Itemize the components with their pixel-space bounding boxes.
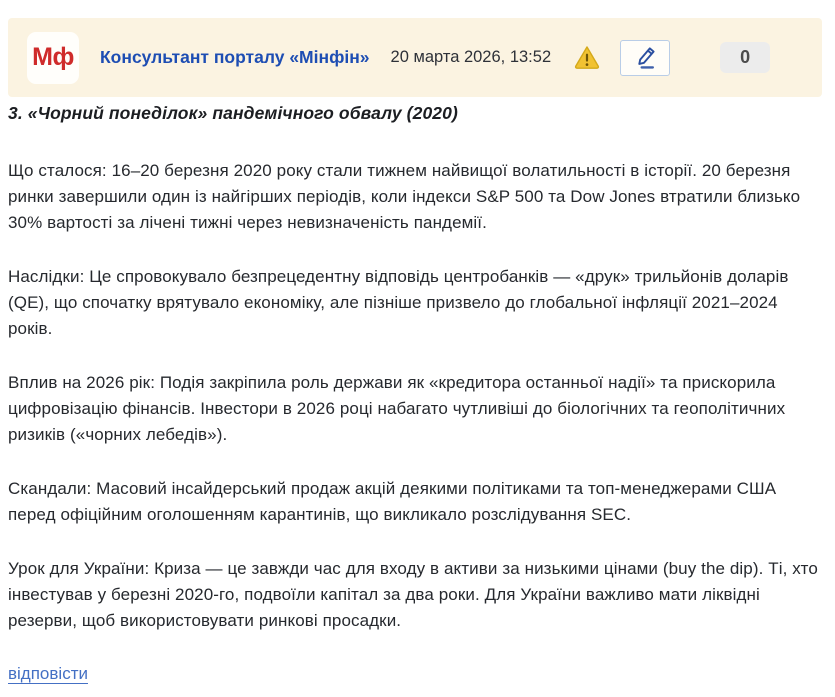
score-badge (720, 42, 770, 73)
avatar[interactable] (27, 32, 79, 84)
comment-body (8, 103, 824, 684)
warning-icon[interactable] (573, 45, 600, 70)
score-value: 0 (740, 47, 751, 67)
comment-paragraph-what-happened: Що сталося: 16–20 березня 2020 року стали тижнем найвищої волатильності в історії. 20 березня ринки завершили один із найгірших періодів, коли індекси S&P 500 та Dow Jones втратили близько 30% вартості за лічені тижні через невизначеність пандемії. (8, 161, 801, 232)
comment-paragraph-scandals: Скандали: Масовий інсайдерський продаж акцій деякими політиками та топ-менеджерами США перед офіційним оголошенням карантинів, що викликало розслідування SEC. (8, 479, 777, 524)
comment-paragraph-impact-2026: Вплив на 2026 рік: Подія закріпила роль держави як «кредитора останньої надії» та прискорила цифровізацію фінансів. Інвестори в 2026 році набагато чутливіші до біологічних та геополітичних ризиків («чорних лебедів»). (8, 373, 786, 444)
edit-button[interactable] (620, 40, 670, 76)
comment-header (8, 18, 822, 97)
comment-title: 3. «Чорний понеділок» пандемічного обвалу (2020) (8, 103, 458, 123)
comment-paragraph-consequences: Наслідки: Це спровокувало безпрецедентну відповідь центробанків — «друк» трильйонів доларів (QE), що спочатку врятувало економіку, але пізніше призвело до глобальної інфляції 2021–2024 років. (8, 267, 789, 338)
pencil-icon (632, 45, 658, 71)
reply-link[interactable]: відповісти (8, 664, 88, 683)
author-name-link[interactable]: Консультант порталу «Мінфін» (100, 47, 370, 67)
timestamp: 20 марта 2026, 13:52 (390, 48, 552, 66)
comment-paragraph-lesson-ukraine: Урок для України: Криза — це завжди час для входу в активи за низькими цінами (buy the dip). Ті, хто інвестував у березні 2020-го, подвоїли капітал за два роки. Для України важливо мати ліквідні резерви, щоб використовувати ринкові просадки. (8, 559, 818, 630)
avatar-initials: Мф (32, 43, 74, 71)
